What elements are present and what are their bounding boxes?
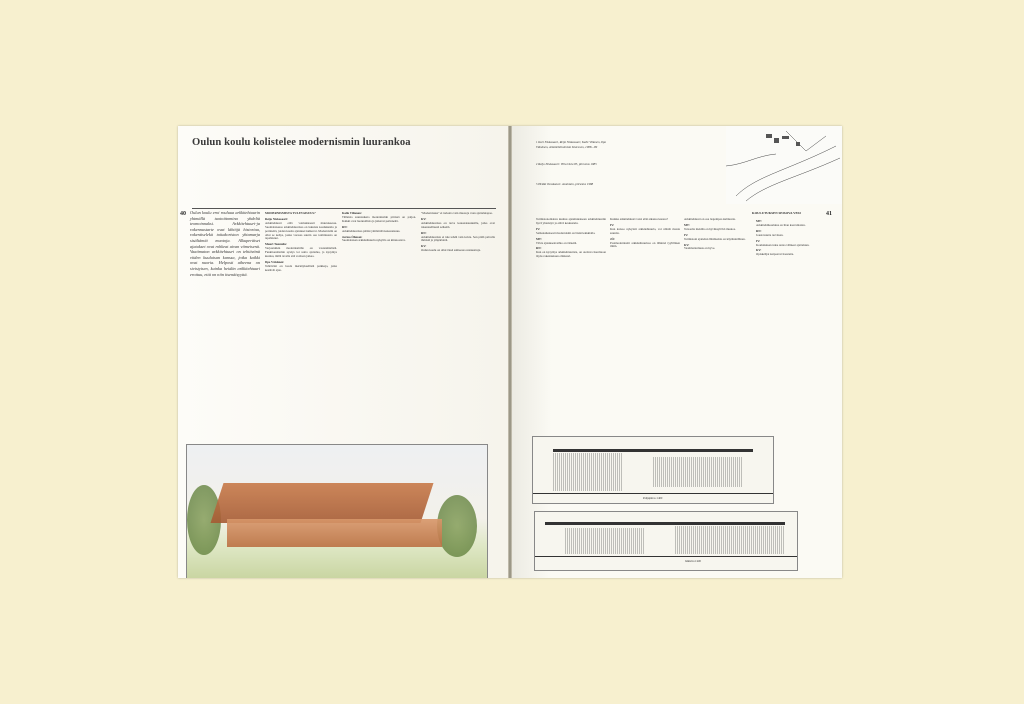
scale-label: Julkisivu 1:400 — [685, 560, 701, 563]
text-column-2 — [342, 210, 416, 245]
speaker-label: MT: — [536, 236, 542, 241]
right-text-column-4 — [756, 218, 826, 258]
page-number-right: 41 — [826, 211, 832, 217]
text-column-3 — [421, 210, 495, 254]
paragraph: Tällaisia suuntauksia modernismin piirissä on paljon. Kaikki ovat luonnollisia ja jatkavat perinnettä. — [342, 214, 416, 223]
paragraph: Arkkitehtikoulutus on liian kaavamaista. — [756, 222, 806, 227]
left-page — [178, 126, 508, 578]
right-page — [512, 126, 842, 578]
watercolor-illustration — [186, 444, 488, 578]
speaker-label: JÖ: — [610, 236, 615, 241]
speaker-label: RN: — [536, 246, 542, 251]
speaker-label: Reijo Niskasaari: — [265, 216, 288, 221]
paragraph: Suomalaisen arkkitehtuurin nykytila on kiinnostava. — [342, 238, 406, 243]
hatched-facade — [653, 457, 743, 487]
hatched-facade — [553, 453, 623, 491]
paragraph: Postmodernismi arkkitehtuurissa on lähinnä tyylillinen ilmiö. — [610, 240, 680, 249]
article-title: Oulun koulu kolistelee modernismin luurankoa — [192, 137, 411, 148]
speaker-label: IV: — [684, 232, 689, 237]
hatched-facade — [675, 526, 785, 554]
elevation-drawing-1 — [532, 436, 774, 504]
roofline — [545, 522, 785, 525]
paragraph: Tiivis ajatuksenvaihto on tärkeää. — [536, 240, 578, 245]
paragraph: Vaatimattomuus on hyve. — [684, 246, 716, 251]
ground-line — [535, 556, 797, 557]
paragraph: Tehtäväni on luoda merkityksellisiä paikkoja, jotka kestävät ajan. — [265, 263, 337, 272]
building-roof — [211, 483, 434, 523]
paragraph: Koulutuksen tulee antaa välineet ajatteluun. — [756, 242, 810, 247]
paragraph: Arkkitehtuurissa pitäisi ymmärtää kokonaisuus. — [342, 228, 401, 233]
caption-text: Reijo Niskasaari: Villa Oulu 85, piirustus 1985 — [538, 162, 597, 166]
paragraph: Kuinka arkkitehtuuri voisi elää aikansa kanssa? — [610, 217, 668, 221]
speaker-label: KV: — [421, 244, 427, 249]
right-text-column-3 — [684, 216, 752, 253]
speaker-label: Kalle Vilianen: — [342, 211, 362, 215]
speaker-label: IV: — [610, 222, 615, 227]
intro-text: Oulun koulu eroi rouluua arkkitehtuurin yhtmällä tuotoittomina yhdeltä teomoinnaksi. Arkkitehtuuri-ja rakennustarte ovat lähtöjä historiaa, rakentiselekä toitakoriston yhtamarja sisältämiä muotoja. Alkuperäiset ajatukset ovat rohkeat aivan viimeisenä. Vaatimaton arkkitehtuuri on tehtävänä viiden kuuluisan kanssa, jotka kaikki ovat nuoria. Helposti aiheena on sivistyisen, kuinka heidän arkkitehtuuri erottuu, että on niin itsenäisyyttä. — [190, 210, 260, 277]
speaker-label: Mauri Tommila: — [265, 242, 287, 247]
building-wall — [227, 519, 442, 547]
tree-shape — [437, 495, 477, 557]
paragraph: Toimistonomaista kuuluu ajanmukaiseen arkkitehtuuriin hyvä yhteistyö ja elävä keskustelu. — [536, 217, 606, 225]
paragraph: Arkkitehtuurissa on tarve kokonaisuuksille, jotka ovat rakenteellisesti selkeitä. — [421, 220, 495, 229]
title-rule — [192, 208, 496, 209]
speaker-label: Jorma Öhman: — [342, 234, 363, 239]
paragraph: Arkkitehtuurista ei tule tehdä vain kuvia. Sen pitää palvella ihmisiä ja ympäristöä. — [421, 234, 495, 243]
elevation-drawing-2 — [534, 511, 798, 571]
roofline — [553, 449, 753, 452]
intro-column — [190, 210, 260, 277]
scale-label: Pohjapiirros 1:400 — [643, 497, 663, 500]
caption-3 — [536, 182, 616, 187]
speaker-label: RN: — [756, 228, 762, 233]
ground-line — [533, 493, 773, 494]
caption-1 — [536, 140, 616, 149]
caption-number: 3 — [536, 183, 538, 186]
paragraph: Kun katsoo nykyistä arkkitehtuuria, voi nähdä monia suuntia. — [610, 226, 680, 235]
site-map-sketch — [726, 126, 842, 204]
speaker-label: IV: — [536, 226, 541, 231]
paragraph: Toimistoni ajattelun lähtökohta on käytännöllinen. — [684, 236, 746, 241]
speaker-label: RN: — [421, 230, 427, 235]
paragraph: Oulun koulu on ollut tässä suhteessa uranuurtaja. — [421, 248, 481, 253]
section-heading: KOULUTUKSEN SEISOVA VESI — [752, 211, 801, 215]
paragraph: "Modernisuus" ei tarkoita vain muotoja vaan ajattelutapaa. — [421, 211, 493, 215]
speaker-label: MT: — [684, 222, 690, 227]
speaker-label: KV: — [684, 242, 690, 247]
caption-2 — [536, 162, 616, 167]
speaker-label: Ilpo Väisänen: — [265, 259, 285, 264]
caption-number: 2 — [536, 163, 538, 166]
paragraph: Kun on kysymys arkkitehtuurista, on otettava huomioon myös rakennuksen elinkaari. — [536, 250, 606, 259]
text-column-1 — [265, 210, 337, 274]
page-number-left: 40 — [180, 211, 186, 217]
speaker-label: RN: — [342, 224, 348, 229]
right-text-column-2 — [610, 216, 680, 251]
column-heading: MODERNISMISTA TULEVAISUUS? — [265, 211, 316, 215]
paragraph: Opiskelijat kaipaavat haasteita. — [756, 252, 794, 257]
paragraph: Arkkitehtuuri on osa laajempaa kulttuuria. — [684, 217, 736, 221]
speaker-label: IV: — [756, 238, 761, 243]
paragraph: Varjoutuikin modernismille on vastenmielistä. Funktionalismin sysäys loi uutta ajattelua, ja kysymys kuuluu, millä tavalla sitä voidaan jatkaa. — [265, 246, 337, 259]
caption-text: Heikki Tanskanen: Asuintalo, piirustus 1988 — [538, 182, 594, 186]
paragraph: Toisaalta meidän on hyväksyttävä muutos. — [684, 226, 736, 231]
speaker-label: KV: — [421, 216, 427, 221]
paragraph: Joustavuutta tarvitaan. — [756, 232, 784, 237]
speaker-label: KV: — [756, 248, 762, 253]
hatched-facade — [565, 528, 645, 554]
paragraph: Samanaikaisesti modernismi on läsnä kaikkialla. — [536, 230, 596, 235]
paragraph: Arkkitehtuuri elää voimakkaasti muutoksessa. Suomalaisessa arkkitehtuurissa on lukuisia koulukuntia ja perinteitä, joiden kautta ajatukset kulkevat. Modernismi on ollut se kehys, jonka varassa suurin osa toiminnasta on tapahtunut. — [265, 220, 337, 241]
magazine-spread — [178, 126, 842, 578]
right-text-column-1 — [536, 216, 606, 260]
speaker-label: MT: — [756, 219, 762, 223]
caption-number: 1 — [536, 141, 538, 144]
caption-text: Kari Niskasaari, Reijo Niskasaari, Kalle Vilianen, Ilpo Väisänen, Arkkitehtitoimisto Kiurunen, 1988—89 — [536, 140, 607, 150]
